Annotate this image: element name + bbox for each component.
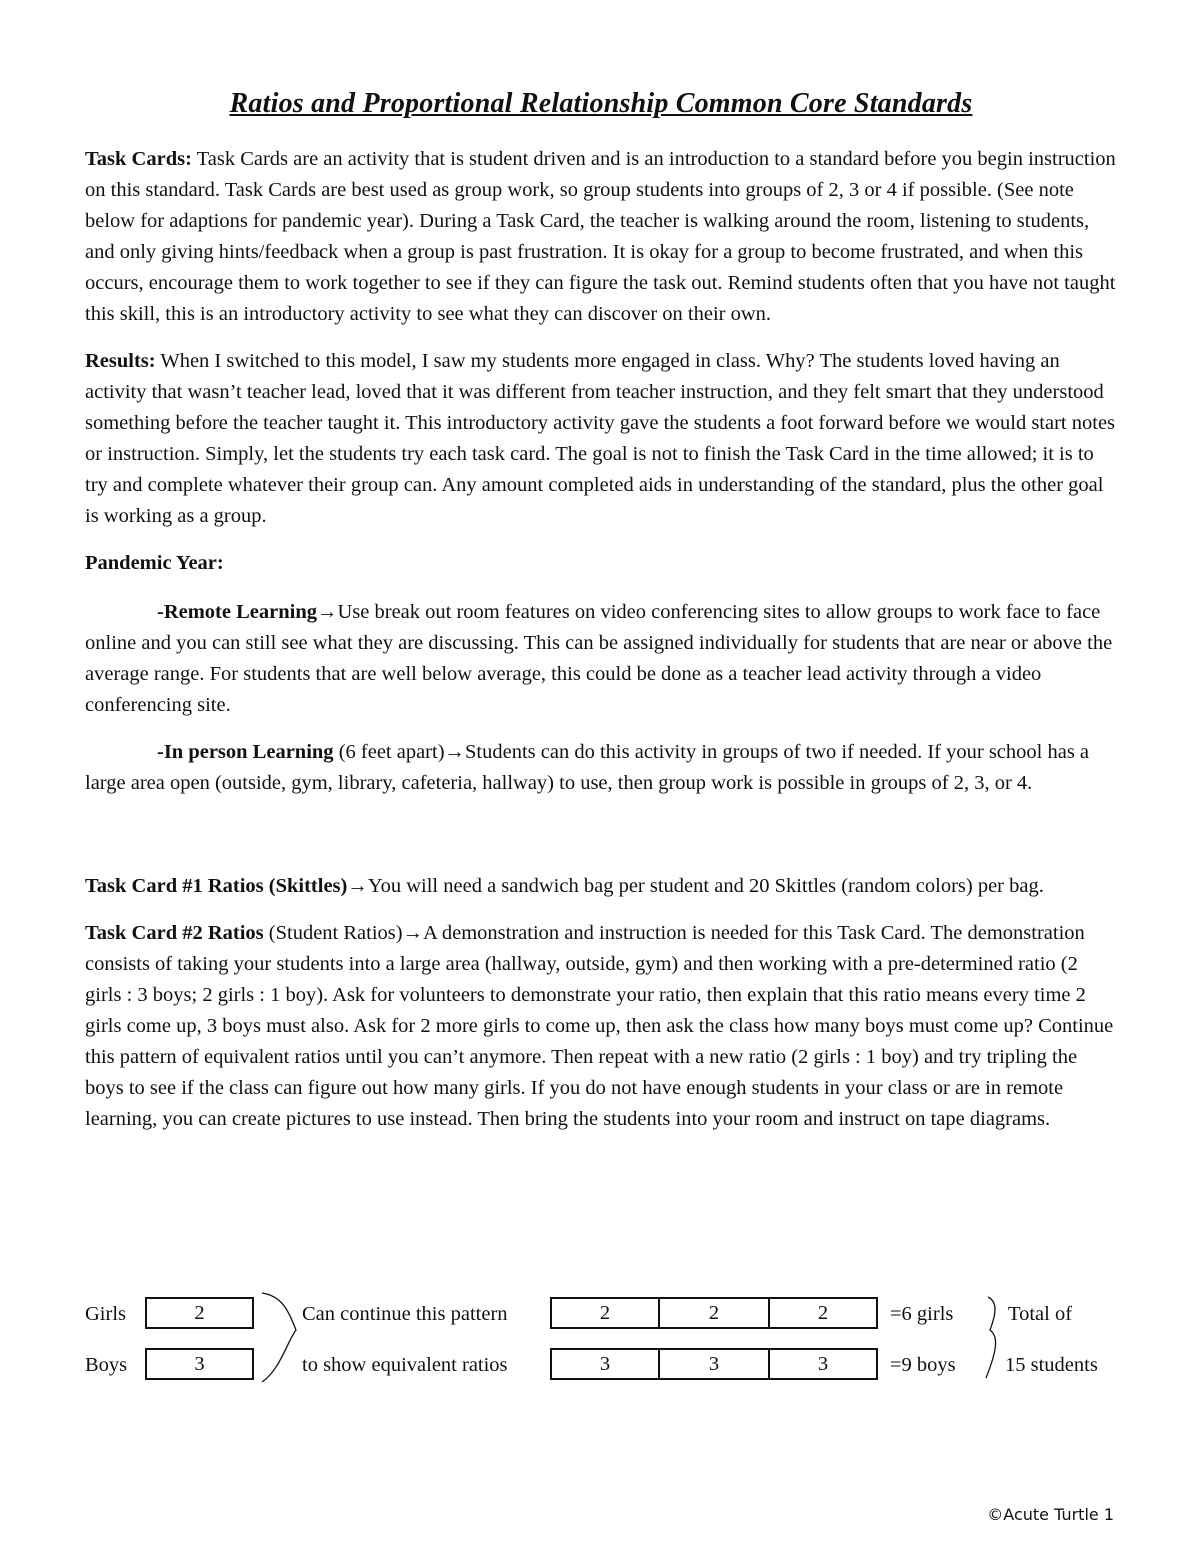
right-brace-icon — [986, 1297, 996, 1378]
boys-tape-box: 3 — [550, 1348, 660, 1380]
in-person-learning-paragraph — [85, 737, 1117, 799]
girls-tape-box: 2 — [768, 1297, 878, 1329]
results-label: Results: — [85, 350, 156, 372]
girls-label: Girls — [85, 1303, 126, 1325]
continue-pattern-text: Can continue this pattern — [302, 1303, 508, 1325]
task-card-1-text: You will need a sandwich bag per student and 20 Skittles (random colors) per bag. — [367, 875, 1044, 897]
girls-tape-box: 2 — [550, 1297, 660, 1329]
task-card-2-text: A demonstration and instruction is needed for this Task Card. The demonstration consists of taking your students into a large area (hallway, outside, gym) and then working with a pre-determined ratio (2 girls : 3 boys; 2 girls : 1 boy). Ask for volunteers to demonstrate your ratio, then explain that this ratio means every time 2 girls come up, 3 boys must also. Ask for 2 more girls to come up, then ask the class how many boys must come up? Continue this pattern of equivalent ratios until you can’t anymore. Then repeat with a new ratio (2 girls : 1 boy) and try tripling the boys to see if the class can figure out how many girls. If you do not have enough students in your class or are in remote learning, you can create pictures to use instead. Then bring the students into your room and instruct on tape diagrams. — [85, 922, 1114, 1130]
equivalent-ratios-text: to show equivalent ratios — [302, 1354, 508, 1376]
results-text: When I switched to this model, I saw my students more engaged in class. Why? The students loved having an activity that wasn’t teacher lead, loved that it was different from teacher instruction, and they felt smart that they understood something before the teacher taught it. This introductory activity gave the students a foot forward before we would start notes or instruction. Simply, let the students try each task card. The goal is not to finish the Task Card in the time allowed; it is to try and complete whatever their group can. Any amount completed aids in understanding of the standard, plus the other goal is working as a group. — [85, 350, 1116, 527]
remote-learning-text: Use break out room features on video conferencing sites to allow groups to work face to face online and you can still see what they are discussing. This can be assigned individually for students that are near or above the average range. For students that are well below average, this could be done as a teacher lead activity through a video conferencing site. — [85, 601, 1113, 716]
task-card-2-note: (Student Ratios) — [263, 922, 403, 944]
task-card-2-paragraph — [85, 918, 1117, 1135]
girls-tape-box: 2 — [658, 1297, 770, 1329]
remote-learning-paragraph — [85, 597, 1117, 721]
boys-label: Boys — [85, 1354, 128, 1376]
document-page — [85, 88, 1117, 1151]
task-card-1-label: Task Card #1 Ratios (Skittles) — [85, 875, 348, 897]
task-cards-text: Task Cards are an activity that is student driven and is an introduction to a standard before you begin instruction on this standard. Task Cards are best used as group work, so group students into groups of 2, 3 or 4 if possible. (See note below for adaptions for pandemic year). During a Task Card, the teacher is walking around the room, listening to students, and only giving hints/feedback when a group is past frustration. It is okay for a group to become frustrated, and when this occurs, encourage them to work together to see if they can figure the task out. Remind students often that you have not taught this skill, this is an introductory activity to see what they can discover on their own. — [85, 148, 1116, 325]
task-cards-paragraph — [85, 144, 1117, 330]
arrow-icon: → — [347, 875, 368, 897]
girls-unit-box: 2 — [145, 1297, 254, 1329]
in-person-learning-text: Students can do this activity in groups of two if needed. If your school has a large area open (outside, gym, library, cafeteria, hallway) to use, then group work is possible in groups of 2, 3, or 4. — [85, 741, 1090, 794]
left-brace-icon — [262, 1293, 296, 1382]
boys-tape-box: 3 — [768, 1348, 878, 1380]
task-card-2-label: Task Card #2 Ratios — [85, 922, 264, 944]
remote-learning-label: -Remote Learning — [157, 601, 317, 623]
boys-total-text: =9 boys — [890, 1354, 956, 1376]
arrow-icon: → — [402, 922, 424, 944]
girls-total-text: =6 girls — [890, 1303, 954, 1325]
pandemic-heading: Pandemic Year: — [85, 552, 224, 574]
total-students-text: 15 students — [1005, 1354, 1098, 1376]
in-person-learning-label: -In person Learning — [157, 741, 334, 763]
arrow-icon: → — [444, 741, 466, 763]
boys-unit-box: 3 — [145, 1348, 254, 1380]
arrow-icon: → — [316, 601, 338, 623]
in-person-note: (6 feet apart) — [333, 741, 445, 763]
page-title: Ratios and Proportional Relationship Common Core Standards — [229, 88, 973, 119]
boys-tape-box: 3 — [658, 1348, 770, 1380]
total-of-text: Total of — [1008, 1303, 1073, 1325]
task-card-1-paragraph — [85, 871, 1117, 902]
page-footer: ©Acute Turtle 1 — [987, 1505, 1114, 1524]
task-cards-label: Task Cards: — [85, 148, 192, 170]
results-paragraph — [85, 346, 1117, 532]
spacer — [85, 815, 1117, 871]
